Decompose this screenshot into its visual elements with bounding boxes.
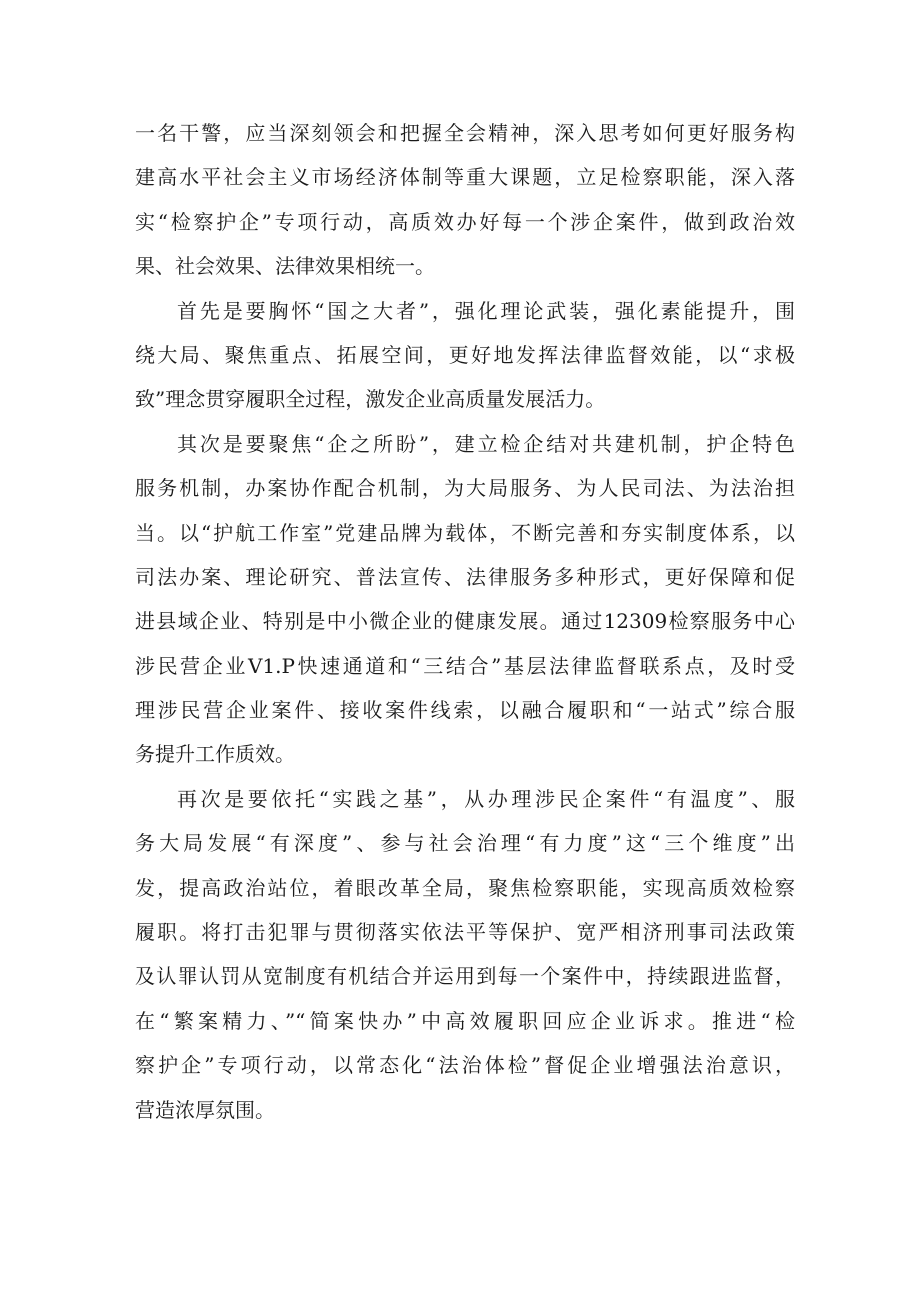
paragraph	[135, 422, 795, 777]
text-line: 一名干警，应当深刻领会和把握全会精神，深入思考如何更好服务构	[135, 121, 795, 145]
text-line: 司法办案、理论研究、普法宣传、法律服务多种形式，更好保障和促	[135, 564, 795, 589]
text-line: 理涉民营企业案件、接收案件线索，以融合履职和“一站式”综合服	[135, 698, 795, 723]
text-line: 务提升工作质效。	[135, 742, 295, 767]
text-line: 涉民营企业V1.P快速通道和“三结合”基层法律监督联系点，及时受	[135, 653, 795, 678]
text-line: 务大局发展“有深度”、参与社会治理“有力度”这“三个维度”出	[135, 831, 795, 856]
text-line: 察护企”专项行动，以常态化“法治体检”督促企业增强法治意识，	[135, 1053, 795, 1078]
paragraph	[135, 289, 795, 422]
text-line: 营造浓厚氛围。	[135, 1097, 275, 1122]
text-line: 履职。将打击犯罪与贯彻落实依法平等保护、宽严相济刑事司法政策	[135, 920, 795, 945]
text-line: 首先是要胸怀“国之大者”，强化理论武装，强化素能提升，围	[177, 298, 795, 323]
text-line: 发，提高政治站位，着眼改革全局，聚焦检察职能，实现高质效检察	[135, 875, 795, 900]
text-line: 建高水平社会主义市场经济体制等重大课题，立足检察职能，深入落	[135, 165, 795, 190]
text-line: 致”理念贯穿履职全过程，激发企业高质量发展活力。	[135, 387, 606, 412]
paragraph	[135, 777, 795, 1132]
text-line: 绕大局、聚焦重点、拓展空间，更好地发挥法律监督效能，以“求极	[135, 342, 795, 367]
paragraph	[135, 111, 795, 289]
text-line: 再次是要依托“实践之基”，从办理涉民企案件“有温度”、服	[177, 786, 795, 811]
text-line: 在“繁案精力、”“简案快办”中高效履职回应企业诉求。推进“检	[135, 1008, 795, 1033]
text-line: 及认罪认罚从宽制度有机结合并运用到每一个案件中，持续跟进监督，	[135, 964, 795, 989]
text-line: 果、社会效果、法律效果相统一。	[135, 254, 435, 279]
text-line: 服务机制，办案协作配合机制，为大局服务、为人民司法、为法治担	[135, 476, 795, 501]
text-line: 实“检察护企”专项行动，高质效办好每一个涉企案件，做到政治效	[135, 209, 795, 234]
text-line: 当。以“护航工作室”党建品牌为载体，不断完善和夯实制度体系，以	[135, 520, 795, 545]
text-line: 其次是要聚焦“企之所盼”，建立检企结对共建机制，护企特色	[177, 431, 795, 456]
text-line: 进县域企业、特别是中小微企业的健康发展。通过12309检察服务中心	[135, 609, 795, 634]
document-body	[135, 111, 795, 1132]
